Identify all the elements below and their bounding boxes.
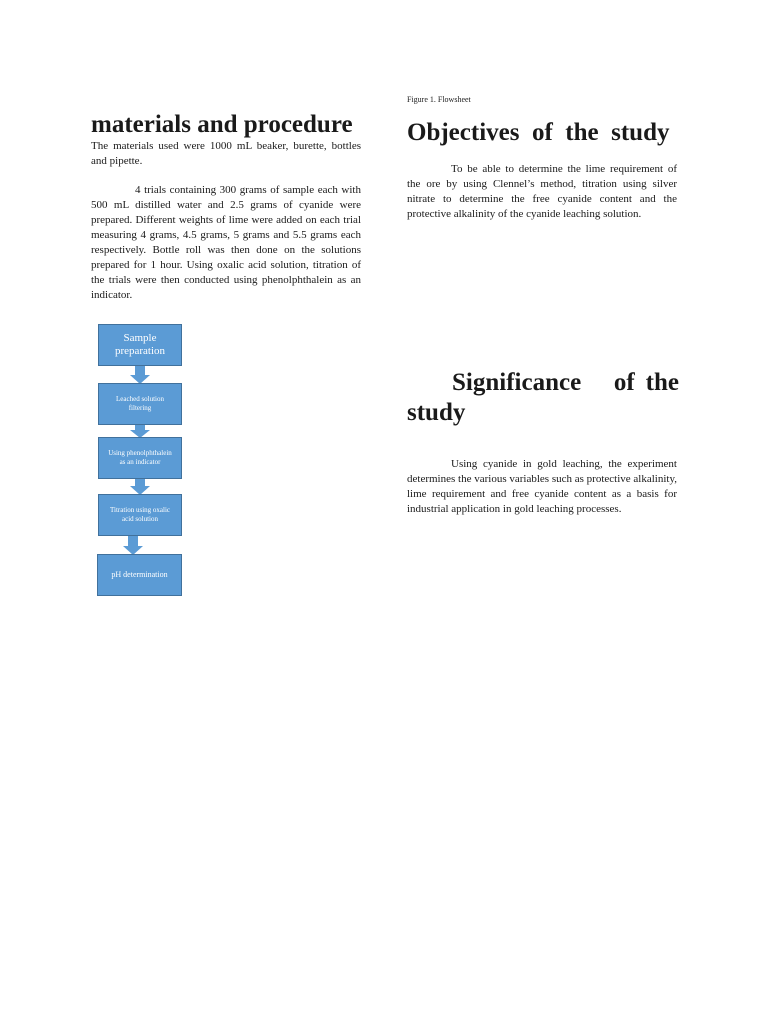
objectives-heading: Objectives of the study	[407, 119, 670, 146]
procedure-paragraph: 4 trials containing 300 grams of sample each with 500 mL distilled water and 2.5 grams of cyanide were prepared. Different weights of lime were added on each trial measuring 4 grams, 4.5 grams, 5 grams and 5.5 grams each respectively. Bottle roll was then done on the solutions prepared for 1 hour. Using oxalic acid solution, titration of the trials were then conducted using phenolphthalein as an indicator.	[91, 184, 361, 301]
flow-step-titration	[98, 494, 182, 536]
materials-heading: materials and procedure	[91, 111, 353, 138]
flow-step-filtering	[98, 383, 182, 425]
flow-step-ph-determination	[97, 554, 182, 596]
flow-step-label: Sample preparation	[114, 332, 166, 357]
arrow-down-icon	[130, 366, 150, 384]
arrow-down-icon	[123, 536, 143, 555]
figure-caption: Figure 1. Flowsheet	[407, 95, 471, 104]
arrow-down-icon	[130, 479, 150, 495]
materials-paragraph: The materials used were 1000 mL beaker, burette, bottles and pipette.	[91, 140, 361, 167]
flow-step-indicator	[98, 437, 182, 479]
objectives-paragraph: To be able to determine the lime requirement of the ore by using Clennel’s method, titration using silver nitrate to determine the free cyanide content and the protective alkalinity of the cyanide leaching solution.	[407, 163, 677, 220]
flow-step-label: Leached solution filtering	[115, 395, 164, 412]
flow-step-label: pH determination	[111, 570, 168, 579]
flow-step-label: Titration using oxalic acid solution	[109, 506, 171, 523]
flow-step-label: Using phenolphthalein as an indicator	[108, 449, 172, 466]
significance-paragraph: Using cyanide in gold leaching, the experiment determines the various variables such as protective alkalinity, lime requirement and free cyanide content as a basis for industrial application in gold leaching processes.	[407, 458, 677, 515]
flow-step-sample-preparation	[98, 324, 182, 366]
significance-heading: Significance of the study	[407, 369, 686, 426]
